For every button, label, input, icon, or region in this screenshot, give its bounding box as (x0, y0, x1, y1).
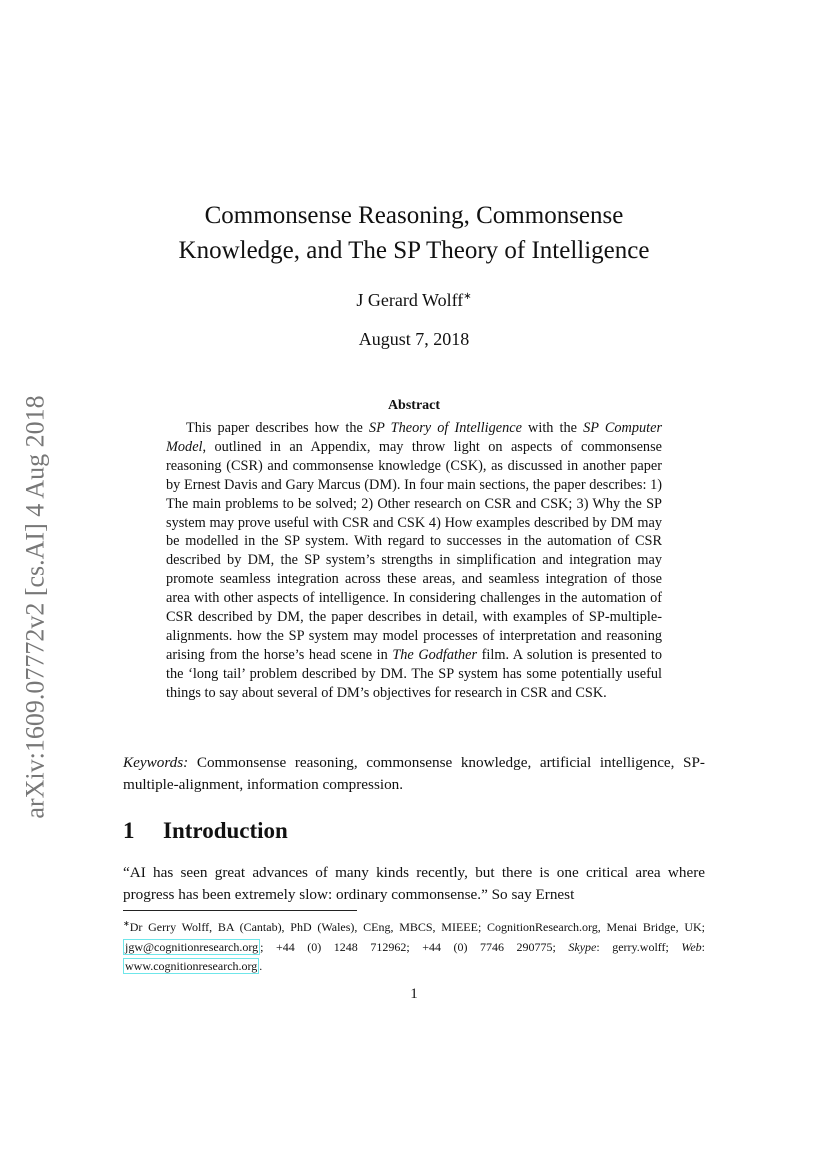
paper-title (123, 198, 705, 268)
footnote-rule (123, 910, 357, 911)
web-link[interactable]: www.cognitionresearch.org (125, 959, 258, 973)
keywords-label: Keywords: (123, 754, 189, 771)
title-line-1: Commonsense Reasoning, Commonsense (204, 202, 624, 229)
section-title: Introduction (163, 818, 288, 843)
arxiv-stamp (14, 372, 58, 842)
section-heading (123, 818, 705, 844)
abstract-heading: Abstract (387, 398, 441, 413)
title-line-2: Knowledge, and The SP Theory of Intelligence (178, 237, 650, 264)
footnote: ∗Dr Gerry Wolff, BA (Cantab), PhD (Wales), CEng, MBCS, MIEEE; CognitionResearch.org, Menai Bridge, UK; jgw@cognitionresearch.org ; +44 (0) 1248 712962; +44 (0) 7746 290775; Skype: gerry.wolff; Web: www.cognitionresearch.org . (123, 919, 705, 973)
author-name: J Gerard Wolff (356, 290, 464, 310)
intro-paragraph: “AI has seen great advances of many kinds recently, but there is one critical area where progress has been extremely slow: ordinary commonsense.” So say Ernest (123, 864, 705, 903)
abstract-text: This paper describes how the SP Theory of Intelligence with the SP Computer Model, outlined in an Appendix, may throw light on aspects of commonsense reasoning (CSR) and commonsense knowledge (CSK), as discussed in another paper by Ernest Davis and Gary Marcus (DM). In four main sections, the paper describes: 1) The main problems to be solved; 2) Other research on CSR and CSK; 3) Why the SP system may prove useful with CSR and CSK 4) How examples described by DM may be modelled in the SP system. With regard to successes in the automation of CSR described by DM, the SP system’s strengths in simplification and integration may promote seamless integration across these areas, and seamless integration of those area with other aspects of intelligence. In considering challenges in the automation of CSR described by DM, the paper describes in detail, with examples of SP-multiple-alignments. how the SP system may model processes of interpretation and reasoning arising from the horse’s head scene in The Godfather film. A solution is presented to the ‘long tail’ problem described by DM. The SP system has some potentially useful things to say about several of DM’s objectives for research in CSR and CSK. (166, 420, 663, 701)
arxiv-stamp-text: arXiv:1609.07772v2 [cs.AI] 4 Aug 2018 (21, 395, 50, 819)
author (123, 290, 705, 311)
page-number: 1 (410, 986, 418, 1002)
email-link[interactable]: jgw@cognitionresearch.org (125, 939, 259, 954)
keywords (123, 752, 705, 796)
date: August 7, 2018 (358, 329, 470, 349)
keywords-text: Commonsense reasoning, commonsense knowledge, artificial intelligence, SP-multiple-alignment, information compression. (123, 754, 705, 793)
author-footnote-mark: ∗ (463, 291, 472, 302)
section-number: 1 (123, 818, 135, 843)
